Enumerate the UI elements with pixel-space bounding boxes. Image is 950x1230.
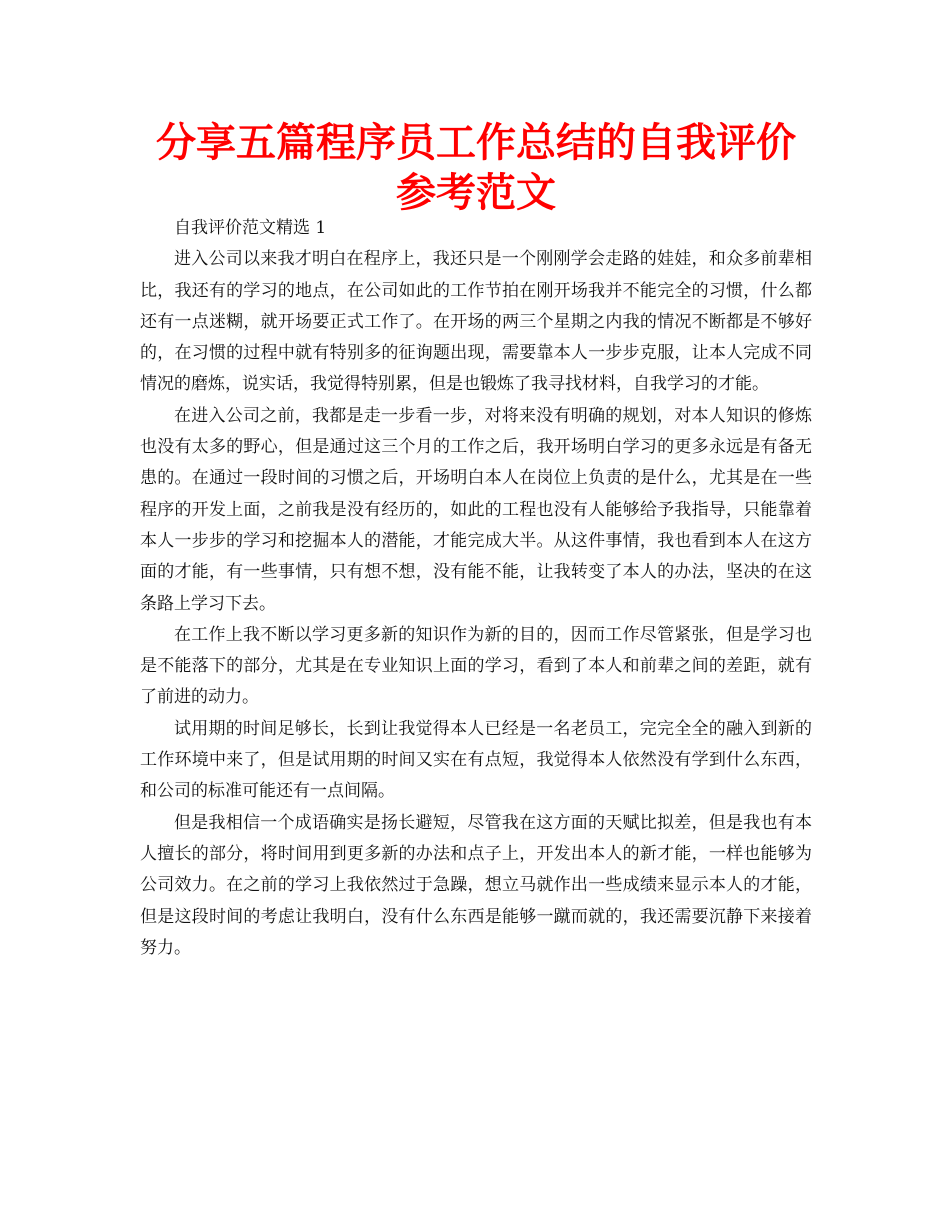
body-paragraph: 在工作上我不断以学习更多新的知识作为新的目的，因而工作尽管紧张，但是学习也是不能落下的部分，尤其是在专业知识上面的学习，看到了本人和前辈之间的差距，就有了前进的动力。 xyxy=(140,624,812,708)
document-title: 分享五篇程序员工作总结的自我评价参考范文 xyxy=(156,120,796,216)
body-paragraph: 在进入公司之前，我都是走一步看一步，对将来没有明确的规划，对本人知识的修炼也没有太多的野心，但是通过这三个月的工作之后，我开场明白学习的更多永远是有备无患的。在通过一段时间的习惯之后，开场明白本人在岗位上负责的是什么，尤其是在一些程序的开发上面，之前我是没有经历的，如此的工程也没有人能够给予我指导，只能靠着本人一步步的学习和挖掘本人的潜能，才能完成大半。从这件事情，我也看到本人在这方面的才能，有一些事情，只有想不想，没有能不能，让我转变了本人的办法，坚决的在这条路上学习下去。 xyxy=(140,405,812,614)
document-body xyxy=(140,213,812,964)
body-paragraph: 但是我相信一个成语确实是扬长避短，尽管我在这方面的天赋比拟差，但是我也有本人擅长的部分，将时间用到更多新的办法和点子上，开发出本人的新才能，一样也能够为公司效力。在之前的学习上我依然过于急躁，想立马就作出一些成绩来显示本人的才能，但是这段时间的考虑让我明白，没有什么东西是能够一蹴而就的，我还需要沉静下来接着努力。 xyxy=(140,812,812,958)
body-paragraph: 进入公司以来我才明白在程序上，我还只是一个刚刚学会走路的娃娃，和众多前辈相比，我还有的学习的地点，在公司如此的工作节拍在刚开场我并不能完全的习惯，什么都还有一点迷糊，就开场要正式工作了。在开场的两三个星期之内我的情况不断都是不够好的，在习惯的过程中就有特别多的征询题出现，需要靠本人一步步克服，让本人完成不同情况的磨炼，说实话，我觉得特别累，但是也锻炼了我寻找材料，自我学习的才能。 xyxy=(140,249,812,395)
body-paragraph: 试用期的时间足够长，长到让我觉得本人已经是一名老员工，完完全全的融入到新的工作环境中来了，但是试用期的时间又实在有点短，我觉得本人依然没有学到什么东西，和公司的标准可能还有一点间隔。 xyxy=(140,718,812,802)
section-subheading: 自我评价范文精选 1 xyxy=(174,218,327,238)
